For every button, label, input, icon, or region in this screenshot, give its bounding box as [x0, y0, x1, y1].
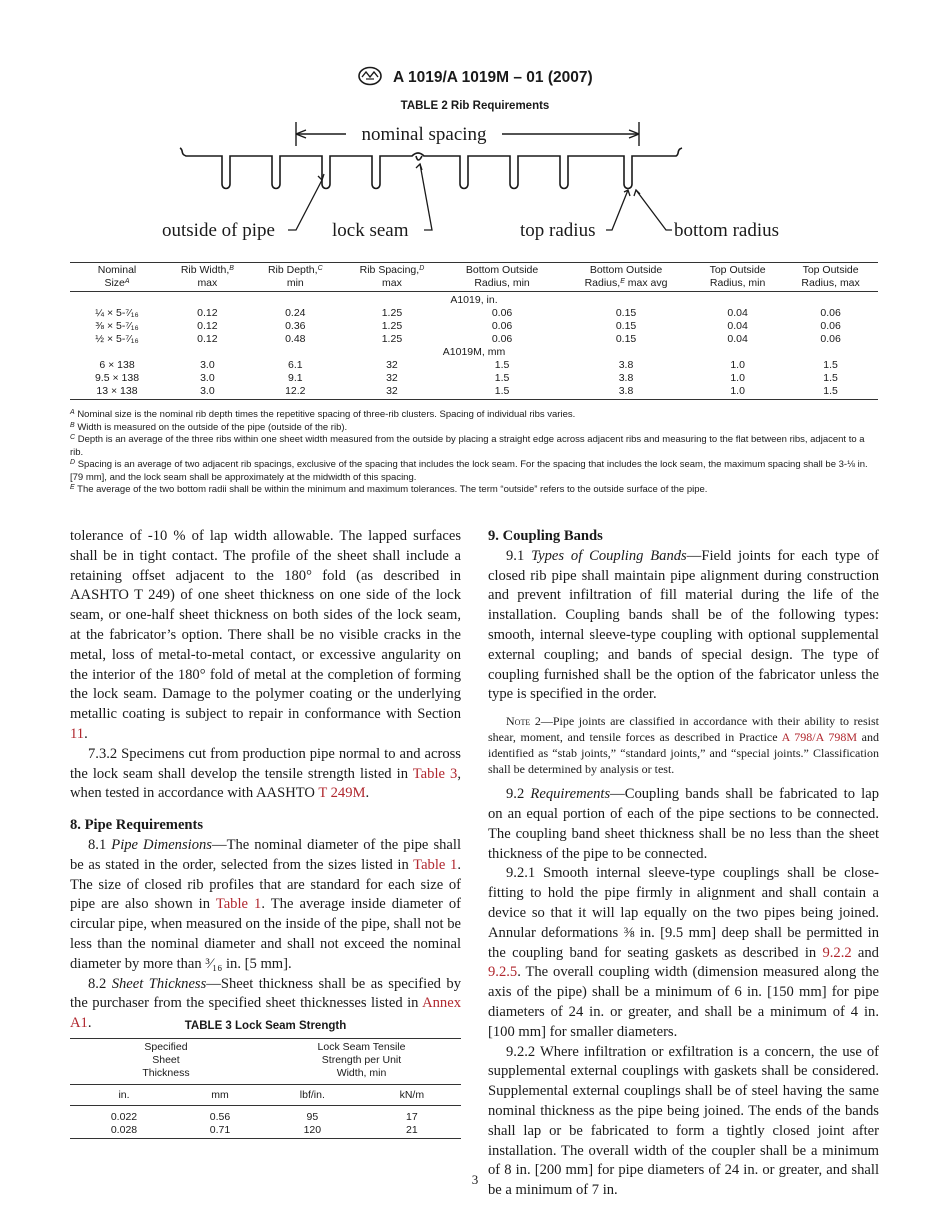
- right-column: [488, 527, 879, 1201]
- paragraph-7-3-2: 7.3.2 Specimens cut from production pipe normal to and across the lock seam shall develop the tensile strength listed in Table 3, when tested in accordance with AASHTO T 249M.: [70, 745, 461, 802]
- col-rib-width: Rib Width,$^B$ max: [164, 263, 251, 292]
- label-nominal-spacing: nominal spacing: [361, 124, 487, 145]
- t249m-link[interactable]: T 249M: [318, 785, 366, 802]
- table-row: ¼ × 5-⁷⁄₁₆ 0.12 0.24 1.25 0.06 0.15 0.04 0.06: [95, 307, 841, 319]
- col-top-radius-max: Top Outside Radius, max: [783, 263, 878, 292]
- annex-a1-link[interactable]: Annex A1: [70, 995, 461, 1032]
- designation: A 1019/A 1019M – 01 (2007): [393, 69, 593, 86]
- lock-seam-strength-table: [70, 1038, 461, 1139]
- paragraph-9-2-2: 9.2.2 Where infiltration or exfiltration is a concern, the use of supplemental external couplings with gaskets shall be considered. Supplemental external couplings shall be of steel having the same nominal thickness as the pipe being joined. The ends of the bands shall lap or be fabricated to form a tightly closed joint after installation. The overall width of the coupler shall be a minimum of 8 in. [200 mm] for pipe diameters of 24 in. or greater, and shall be a minimum of 7 in.: [488, 1043, 879, 1199]
- paragraph-9-1: 9.1 Types of Coupling Bands—Field joints for each type of closed rib pipe shall maintain pipe alignment during construction and prevent infiltration of fill material during the life of the installation. Coupling bands shall be of the following types: smooth, internal sleeve-type coupling with optional supplemental external coupling; and bands of special design. The type of coupling furnished shall be the option of the fabricator unless the type is specified in the order.: [488, 547, 880, 703]
- page-number: 3: [471, 1172, 479, 1187]
- a798-link[interactable]: A 798/A 798M: [781, 730, 857, 745]
- footnote: $^C$ Depth is an average of the three ribs within one sheet width measured from the outside by placing a straight edge across adjacent ribs and measuring to the flat between ribs, adjacent to a rib.: [70, 434, 865, 458]
- table2-title: TABLE 2 Rib Requirements: [400, 100, 550, 112]
- astm-logo-icon: [357, 66, 383, 91]
- paragraph: tolerance of -10 % of lap width allowable. The lapped surfaces shall be in tight contact. The profile of the sheet shall include a retaining offset adjacent to the 180° fold (as described in AASHTO T 249) of one sheet thickness on one side of the lock seam, or one-half sheet thickness on both sides of the lock seam, at the fabricator’s option. There shall be no visible cracks in the metal, loss of metal-to-metal contact, or excessive angularity on the interior of the 180° fold of metal at the completion of forming the lock seam. Damage to the polymer coating or the underlying metallic coating is subject to repair in conformance with Section 11.: [70, 528, 461, 742]
- table-1-link[interactable]: Table 1: [215, 896, 262, 913]
- section-9-2-2-link[interactable]: 9.2.2: [822, 944, 852, 961]
- table-row: ⅜ × 5-⁷⁄₁₆ 0.12 0.36 1.25 0.06 0.15 0.04 0.06: [95, 320, 841, 332]
- table-3-link[interactable]: Table 3: [412, 765, 458, 782]
- document-header: [0, 66, 950, 91]
- section-8-heading: 8. Pipe Requirements: [70, 817, 204, 834]
- table-units-row: in. mm lbf/in. kN/m: [70, 1085, 461, 1106]
- footnote: $^D$ Spacing is an average of two adjacent rib spacings, exclusive of the spacing that includes the lock seam. For the spacing that includes the lock seam, the maximum spacing shall be 3-⅛ in. [79 mm], and the lock seam shall be approximately at the midwidth of this spacing.: [70, 459, 868, 483]
- section-9-heading: 9. Coupling Bands: [488, 528, 603, 544]
- col-nominal-size: Nominal Size$^A$: [70, 263, 164, 292]
- table-row: 0.022 0.56 95 17: [110, 1111, 418, 1123]
- table-row: 13 × 138 3.0 12.2 32 1.5 3.8 1.0 1.5: [70, 385, 878, 400]
- label-top-radius: top radius: [520, 220, 596, 241]
- table-1-link[interactable]: Table 1: [413, 856, 458, 873]
- footnote: $^A$ Nominal size is the nominal rib depth times the repetitive spacing of three-rib clusters. Spacing of individual ribs varies.: [70, 409, 576, 420]
- col-bottom-radius-max-avg: Bottom Outside Radius,$^E$ max avg: [560, 263, 692, 292]
- note-2: Note 2—Pipe joints are classified in accordance with their ability to resist shear, moment, and tensile forces as described in Practice A 798/A 798M and identified as “stab joints,” “standard joints,” and “special joints.” Classification shall be determined by analysis or test.: [488, 714, 880, 777]
- left-column: [70, 527, 461, 1034]
- footnote: $^B$ Width is measured on the outside of the pipe (outside of the rib).: [70, 421, 348, 433]
- col-group-tensile-strength: Lock Seam Tensile Strength per Unit Width, min: [262, 1039, 461, 1085]
- col-bottom-radius-min: Bottom Outside Radius, min: [444, 263, 560, 292]
- table-row: ½ × 5-⁷⁄₁₆ 0.12 0.48 1.25 0.06 0.15 0.04 0.06: [95, 333, 841, 345]
- rib-profile-diagram: [150, 118, 800, 250]
- table3-title: TABLE 3 Lock Seam Strength: [184, 1020, 347, 1032]
- paragraph-8-2: 8.2 Sheet Thickness—Sheet thickness shall be as specified by the purchaser from the specified sheet thicknesses listed in Annex A1.: [70, 975, 462, 1032]
- paragraph-8-1: 8.1 Pipe Dimensions—The nominal diameter of the pipe shall be as stated in the order, selected from the sizes listed in Table 1. The size of closed rib profiles that are standard for each size of pipe are also shown in Table 1. The average inside diameter of circular pipe, when measured on the inside of the pipe, shall not be less than the nominal diameter and shall not exceed the nominal diameter by more than ³⁄₁₆ in. [5 mm].: [70, 836, 462, 972]
- table-row: 6 × 138 3.0 6.1 32 1.5 3.8 1.0 1.5: [99, 359, 838, 371]
- section-11-link[interactable]: 11: [70, 725, 85, 742]
- table-header-row: [70, 263, 878, 292]
- paragraph-9-2: 9.2 Requirements—Coupling bands shall be fabricated to lap on an equal portion of each of the pipe sections to be connected. The coupling band sheet thickness shall be no less than the sheet thickness of the pipe to be connected.: [488, 786, 879, 862]
- table2-footnotes: [70, 409, 880, 497]
- rib-requirements-table: [70, 262, 878, 400]
- col-rib-depth: Rib Depth,$^C$ min: [251, 263, 340, 292]
- label-bottom-radius: bottom radius: [674, 220, 780, 241]
- col-top-radius-min: Top Outside Radius, min: [692, 263, 783, 292]
- section-row-inch: A1019, in.: [450, 294, 498, 306]
- section-9-2-5-link[interactable]: 9.2.5: [488, 964, 518, 981]
- table-row: 0.028 0.71 120 21: [70, 1124, 461, 1139]
- footnote: $^E$ The average of the two bottom radii shall be within the minimum and maximum tolerances. The term “outside” refers to the outside surface of the pipe.: [70, 484, 708, 495]
- col-group-sheet-thickness: Specified Sheet Thickness: [70, 1039, 262, 1085]
- paragraph-9-2-1: 9.2.1 Smooth internal sleeve-type couplings shall be close-fitting to hold the pipe firmly in alignment and shall contain a device so that it will lap equally on the two pipes being joined. Annular deformations ⅜ in. [9.5 mm] deep shall be permitted in the coupling band for seating gaskets as described in 9.2.2 and 9.2.5. The overall coupling width (dimension measured along the axis of the pipe) shall be a minimum of 6 in. [150 mm] for pipe diameters of 24 in. or greater, and shall be a minimum of 4 in. [100 mm] for smaller diameters.: [488, 865, 879, 1040]
- label-lock-seam: lock seam: [332, 220, 409, 241]
- table-header-row: [70, 1039, 461, 1085]
- pipe-profile-line: [180, 148, 682, 189]
- label-outside-of-pipe: outside of pipe: [162, 220, 275, 241]
- col-rib-spacing: Rib Spacing,$^D$ max: [340, 263, 444, 292]
- section-row-mm: A1019M, mm: [442, 346, 506, 358]
- table-row: 9.5 × 138 3.0 9.1 32 1.5 3.8 1.0 1.5: [94, 372, 838, 384]
